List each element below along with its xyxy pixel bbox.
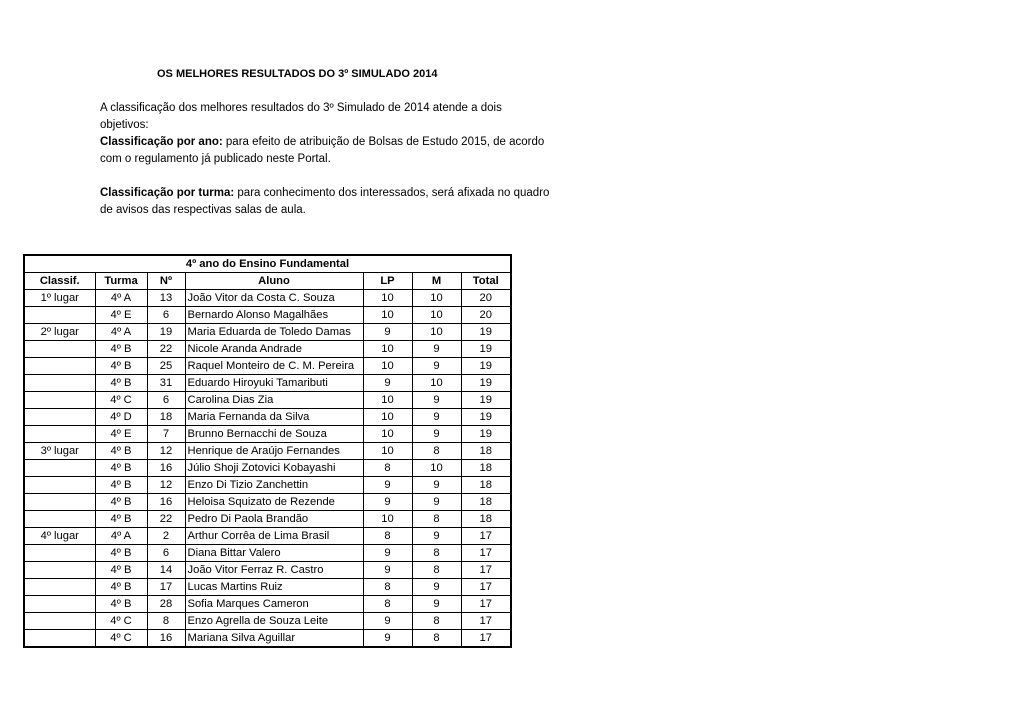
- cell-lp: 9: [363, 324, 412, 341]
- header-numero: Nº: [147, 273, 185, 290]
- header-total: Total: [461, 273, 511, 290]
- cell-turma: 4º B: [95, 460, 147, 477]
- table-row: [24, 426, 511, 443]
- cell-total: 19: [461, 426, 511, 443]
- cell-aluno: Maria Fernanda da Silva: [185, 409, 363, 426]
- cell-classif: [24, 392, 95, 409]
- table-row: [24, 545, 511, 562]
- cell-numero: 22: [147, 341, 185, 358]
- cell-turma: 4º C: [95, 613, 147, 630]
- cell-total: 19: [461, 409, 511, 426]
- cell-lp: 10: [363, 392, 412, 409]
- cell-aluno: Heloisa Squizato de Rezende: [185, 494, 363, 511]
- cell-turma: 4º B: [95, 579, 147, 596]
- table-row: [24, 358, 511, 375]
- cell-turma: 4º B: [95, 596, 147, 613]
- cell-aluno: Diana Bittar Valero: [185, 545, 363, 562]
- cell-total: 20: [461, 307, 511, 324]
- table-row: [24, 613, 511, 630]
- cell-lp: 9: [363, 562, 412, 579]
- cell-lp: 9: [363, 494, 412, 511]
- cell-aluno: João Vitor da Costa C. Souza: [185, 290, 363, 307]
- cell-turma: 4º E: [95, 426, 147, 443]
- header-m: M: [412, 273, 461, 290]
- cell-classif: [24, 409, 95, 426]
- cell-aluno: Bernardo Alonso Magalhães: [185, 307, 363, 324]
- cell-turma: 4º C: [95, 630, 147, 648]
- cell-classif: [24, 579, 95, 596]
- cell-total: 17: [461, 545, 511, 562]
- cell-total: 19: [461, 341, 511, 358]
- cell-m: 9: [412, 494, 461, 511]
- paragraph-turma-label: Classificação por turma:: [100, 187, 235, 199]
- cell-turma: 4º B: [95, 545, 147, 562]
- cell-lp: 10: [363, 341, 412, 358]
- table-row: [24, 562, 511, 579]
- cell-lp: 9: [363, 477, 412, 494]
- cell-total: 19: [461, 358, 511, 375]
- cell-lp: 8: [363, 596, 412, 613]
- cell-m: 9: [412, 341, 461, 358]
- paragraph-ano-label: Classificação por ano:: [100, 136, 223, 148]
- cell-classif: [24, 358, 95, 375]
- cell-aluno: Arthur Corrêa de Lima Brasil: [185, 528, 363, 545]
- cell-numero: 6: [147, 392, 185, 409]
- cell-turma: 4º A: [95, 324, 147, 341]
- cell-classif: [24, 477, 95, 494]
- cell-total: 17: [461, 613, 511, 630]
- cell-total: 18: [461, 477, 511, 494]
- table-caption: 4º ano do Ensino Fundamental: [24, 255, 511, 273]
- cell-m: 9: [412, 392, 461, 409]
- cell-total: 18: [461, 494, 511, 511]
- cell-lp: 9: [363, 375, 412, 392]
- table-row: [24, 460, 511, 477]
- cell-total: 18: [461, 443, 511, 460]
- cell-m: 9: [412, 426, 461, 443]
- cell-turma: 4º B: [95, 443, 147, 460]
- cell-turma: 4º A: [95, 528, 147, 545]
- cell-aluno: Eduardo Hiroyuki Tamaributi: [185, 375, 363, 392]
- cell-numero: 13: [147, 290, 185, 307]
- cell-classif: 2º lugar: [24, 324, 95, 341]
- cell-aluno: Júlio Shoji Zotovici Kobayashi: [185, 460, 363, 477]
- cell-classif: [24, 307, 95, 324]
- cell-classif: [24, 562, 95, 579]
- cell-m: 8: [412, 545, 461, 562]
- cell-total: 17: [461, 579, 511, 596]
- table-row: [24, 443, 511, 460]
- cell-numero: 22: [147, 511, 185, 528]
- intro-paragraph: A classificação dos melhores resultados do 3º Simulado de 2014 atende a dois objetivos:: [100, 102, 502, 131]
- cell-total: 20: [461, 290, 511, 307]
- cell-turma: 4º B: [95, 477, 147, 494]
- table-row: [24, 511, 511, 528]
- cell-numero: 31: [147, 375, 185, 392]
- table-row: [24, 528, 511, 545]
- cell-aluno: Enzo Agrella de Souza Leite: [185, 613, 363, 630]
- cell-aluno: Brunno Bernacchi de Souza: [185, 426, 363, 443]
- cell-m: 10: [412, 307, 461, 324]
- cell-numero: 6: [147, 545, 185, 562]
- results-table: [23, 254, 512, 648]
- cell-aluno: João Vitor Ferraz R. Castro: [185, 562, 363, 579]
- cell-classif: [24, 426, 95, 443]
- cell-turma: 4º B: [95, 511, 147, 528]
- cell-lp: 10: [363, 358, 412, 375]
- cell-lp: 8: [363, 579, 412, 596]
- cell-numero: 14: [147, 562, 185, 579]
- cell-total: 17: [461, 630, 511, 648]
- table-row: [24, 341, 511, 358]
- cell-lp: 10: [363, 290, 412, 307]
- cell-m: 9: [412, 528, 461, 545]
- table-row: [24, 494, 511, 511]
- cell-numero: 7: [147, 426, 185, 443]
- cell-m: 8: [412, 562, 461, 579]
- table-body: [24, 290, 511, 648]
- table-row: [24, 409, 511, 426]
- cell-classif: [24, 596, 95, 613]
- cell-aluno: Maria Eduarda de Toledo Damas: [185, 324, 363, 341]
- cell-numero: 2: [147, 528, 185, 545]
- cell-aluno: Sofia Marques Cameron: [185, 596, 363, 613]
- header-aluno: Aluno: [185, 273, 363, 290]
- paragraph-classificacao-ano: [100, 134, 550, 168]
- cell-total: 17: [461, 562, 511, 579]
- cell-turma: 4º B: [95, 494, 147, 511]
- cell-aluno: Pedro Di Paola Brandão: [185, 511, 363, 528]
- cell-turma: 4º D: [95, 409, 147, 426]
- cell-numero: 18: [147, 409, 185, 426]
- cell-classif: [24, 375, 95, 392]
- cell-total: 19: [461, 324, 511, 341]
- cell-turma: 4º B: [95, 358, 147, 375]
- table-row: [24, 290, 511, 307]
- cell-aluno: Nicole Aranda Andrade: [185, 341, 363, 358]
- header-classif: Classif.: [24, 273, 95, 290]
- cell-total: 19: [461, 392, 511, 409]
- cell-total: 18: [461, 460, 511, 477]
- header-lp: LP: [363, 273, 412, 290]
- cell-numero: 17: [147, 579, 185, 596]
- cell-turma: 4º B: [95, 341, 147, 358]
- cell-turma: 4º C: [95, 392, 147, 409]
- cell-m: 9: [412, 579, 461, 596]
- table-row: [24, 477, 511, 494]
- table-row: [24, 596, 511, 613]
- cell-classif: [24, 511, 95, 528]
- cell-numero: 25: [147, 358, 185, 375]
- cell-aluno: Henrique de Araújo Fernandes: [185, 443, 363, 460]
- cell-total: 18: [461, 511, 511, 528]
- cell-turma: 4º A: [95, 290, 147, 307]
- cell-numero: 16: [147, 630, 185, 648]
- cell-m: 9: [412, 409, 461, 426]
- cell-aluno: Raquel Monteiro de C. M. Pereira: [185, 358, 363, 375]
- cell-turma: 4º B: [95, 562, 147, 579]
- cell-lp: 8: [363, 460, 412, 477]
- cell-aluno: Mariana Silva Aguillar: [185, 630, 363, 648]
- cell-classif: [24, 460, 95, 477]
- cell-lp: 10: [363, 307, 412, 324]
- cell-m: 8: [412, 630, 461, 648]
- cell-numero: 8: [147, 613, 185, 630]
- cell-classif: 4º lugar: [24, 528, 95, 545]
- cell-m: 10: [412, 375, 461, 392]
- cell-m: 10: [412, 460, 461, 477]
- cell-lp: 9: [363, 613, 412, 630]
- cell-aluno: Enzo Di Tizio Zanchettin: [185, 477, 363, 494]
- cell-m: 8: [412, 613, 461, 630]
- paragraph-turma-text: para conhecimento dos interessados, será afixada no quadro de avisos das respectivas salas de aula.: [100, 187, 550, 216]
- cell-numero: 16: [147, 494, 185, 511]
- cell-classif: 1º lugar: [24, 290, 95, 307]
- cell-aluno: Lucas Martins Ruiz: [185, 579, 363, 596]
- cell-numero: 12: [147, 443, 185, 460]
- cell-m: 9: [412, 477, 461, 494]
- cell-m: 10: [412, 324, 461, 341]
- table-header-row: [24, 273, 511, 290]
- cell-m: 9: [412, 358, 461, 375]
- header-turma: Turma: [95, 273, 147, 290]
- cell-numero: 28: [147, 596, 185, 613]
- paragraph-classificacao-turma: [100, 185, 550, 219]
- cell-classif: [24, 545, 95, 562]
- cell-lp: 10: [363, 409, 412, 426]
- table-row: [24, 579, 511, 596]
- cell-numero: 19: [147, 324, 185, 341]
- cell-lp: 9: [363, 545, 412, 562]
- cell-classif: 3º lugar: [24, 443, 95, 460]
- cell-numero: 6: [147, 307, 185, 324]
- cell-classif: [24, 630, 95, 648]
- cell-turma: 4º E: [95, 307, 147, 324]
- table-row: [24, 630, 511, 648]
- cell-aluno: Carolina Dias Zia: [185, 392, 363, 409]
- paragraph-ano-text: para efeito de atribuição de Bolsas de Estudo 2015, de acordo com o regulamento já publicado neste Portal.: [100, 136, 545, 165]
- cell-m: 8: [412, 443, 461, 460]
- cell-m: 8: [412, 511, 461, 528]
- cell-lp: 10: [363, 443, 412, 460]
- cell-m: 10: [412, 290, 461, 307]
- table-row: [24, 392, 511, 409]
- cell-total: 17: [461, 528, 511, 545]
- page-title: OS MELHORES RESULTADOS DO 3º SIMULADO 2014: [157, 68, 438, 80]
- cell-total: 19: [461, 375, 511, 392]
- cell-classif: [24, 341, 95, 358]
- cell-turma: 4º B: [95, 375, 147, 392]
- cell-m: 9: [412, 596, 461, 613]
- cell-lp: 9: [363, 630, 412, 648]
- table-row: [24, 375, 511, 392]
- cell-lp: 10: [363, 426, 412, 443]
- cell-total: 17: [461, 596, 511, 613]
- table-row: [24, 307, 511, 324]
- cell-classif: [24, 613, 95, 630]
- table-row: [24, 324, 511, 341]
- cell-lp: 8: [363, 528, 412, 545]
- cell-classif: [24, 494, 95, 511]
- cell-lp: 10: [363, 511, 412, 528]
- cell-numero: 12: [147, 477, 185, 494]
- cell-numero: 16: [147, 460, 185, 477]
